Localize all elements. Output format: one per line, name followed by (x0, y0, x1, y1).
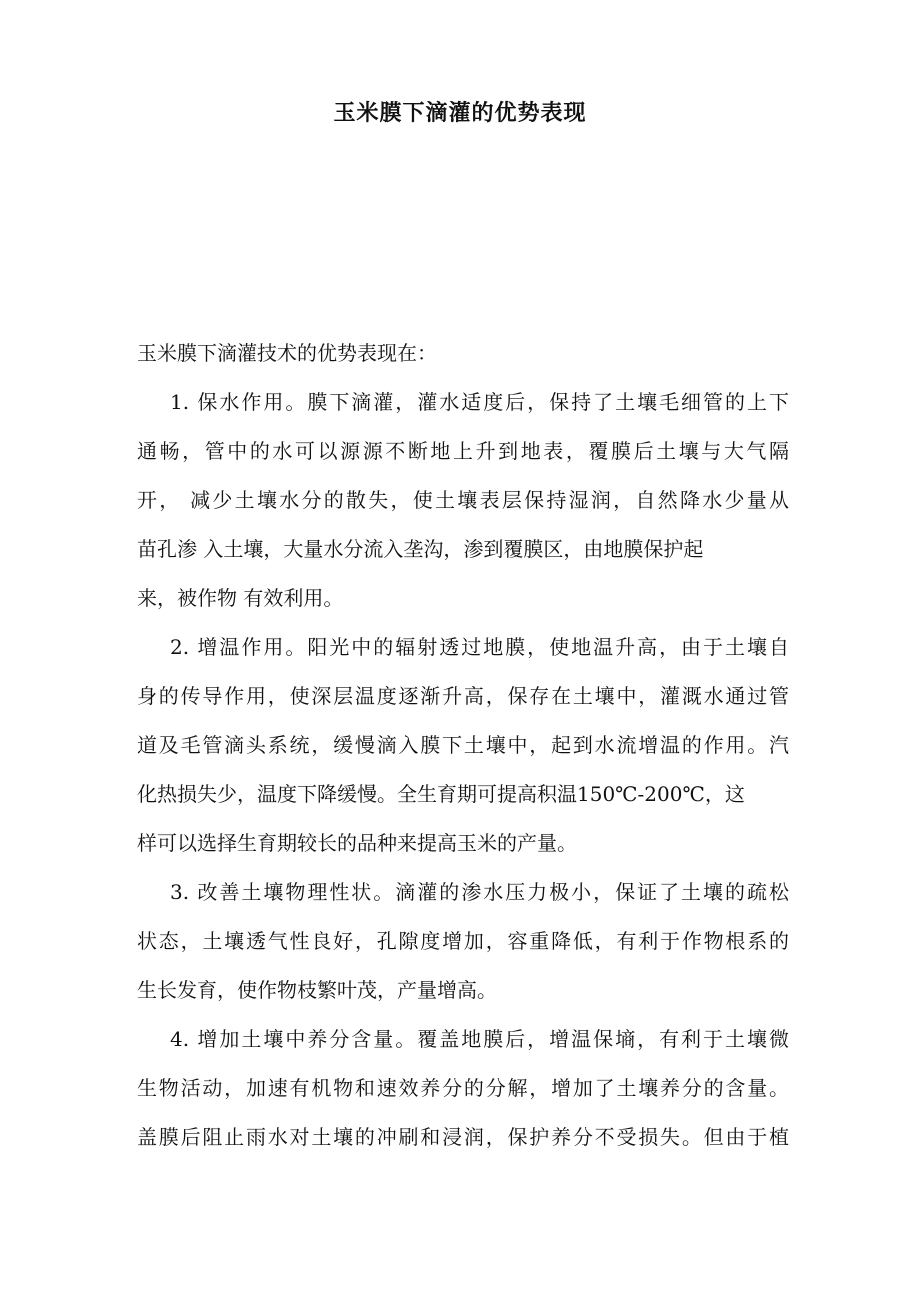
paragraph-3-line-3: 生长发育，使作物枝繁叶茂，产量增高。 (137, 978, 497, 1002)
paragraph-2-line-5: 样可以选择生育期较长的品种来提高玉米的产量。 (137, 831, 577, 855)
paragraph-4-line-1: 4. 增加土壤中养分含量。覆盖地膜后，增温保墒，有利于土壤微 (170, 1027, 789, 1051)
paragraph-4-line-3: 盖膜后阻止雨水对土壤的冲刷和浸润，保护养分不受损失。但由于植 (137, 1125, 789, 1149)
paragraph-2-line-4: 化热损失少，温度下降缓慢。全生育期可提高积温150℃-200℃，这 (137, 782, 745, 806)
document-title: 玉米膜下滴灌的优势表现 (333, 100, 587, 126)
paragraph-4-line-2: 生物活动，加速有机物和速效养分的分解，增加了土壤养分的含量。 (137, 1076, 789, 1100)
paragraph-1-line-4: 苗孔渗 入土壤，大量水分流入垄沟，渗到覆膜区，由地膜保护起 (137, 537, 704, 561)
paragraph-2-line-2: 身的传导作用，使深层温度逐渐升高，保存在土壤中，灌溉水通过管 (137, 684, 789, 708)
document-body (137, 335, 789, 1168)
paragraph-1-line-2: 通畅，管中的水可以源源不断地上升到地表，覆膜后土壤与大气隔 (137, 439, 789, 463)
paragraph-2-line-1: 2. 增温作用。阳光中的辐射透过地膜，使地温升高，由于土壤自 (170, 635, 789, 659)
paragraph-3-line-1: 3. 改善土壤物理性状。滴灌的渗水压力极小，保证了土壤的疏松 (170, 880, 789, 904)
paragraph-2-line-3: 道及毛管滴头系统，缓慢滴入膜下土壤中，起到水流增温的作用。汽 (137, 733, 789, 757)
paragraph-1-line-5: 来，被作物 有效利用。 (137, 586, 344, 610)
paragraph-3-line-2: 状态，土壤透气性良好，孔隙度增加，容重降低，有利于作物根系的 (137, 929, 789, 953)
paragraph-1-line-1: 1. 保水作用。膜下滴灌，灌水适度后，保持了土壤毛细管的上下 (170, 390, 789, 414)
paragraph-1-line-3: 开， 减少土壤水分的散失，使土壤表层保持湿润，自然降水少量从 (137, 488, 789, 512)
intro-line: 玉米膜下滴灌技术的优势表现在： (137, 341, 437, 365)
